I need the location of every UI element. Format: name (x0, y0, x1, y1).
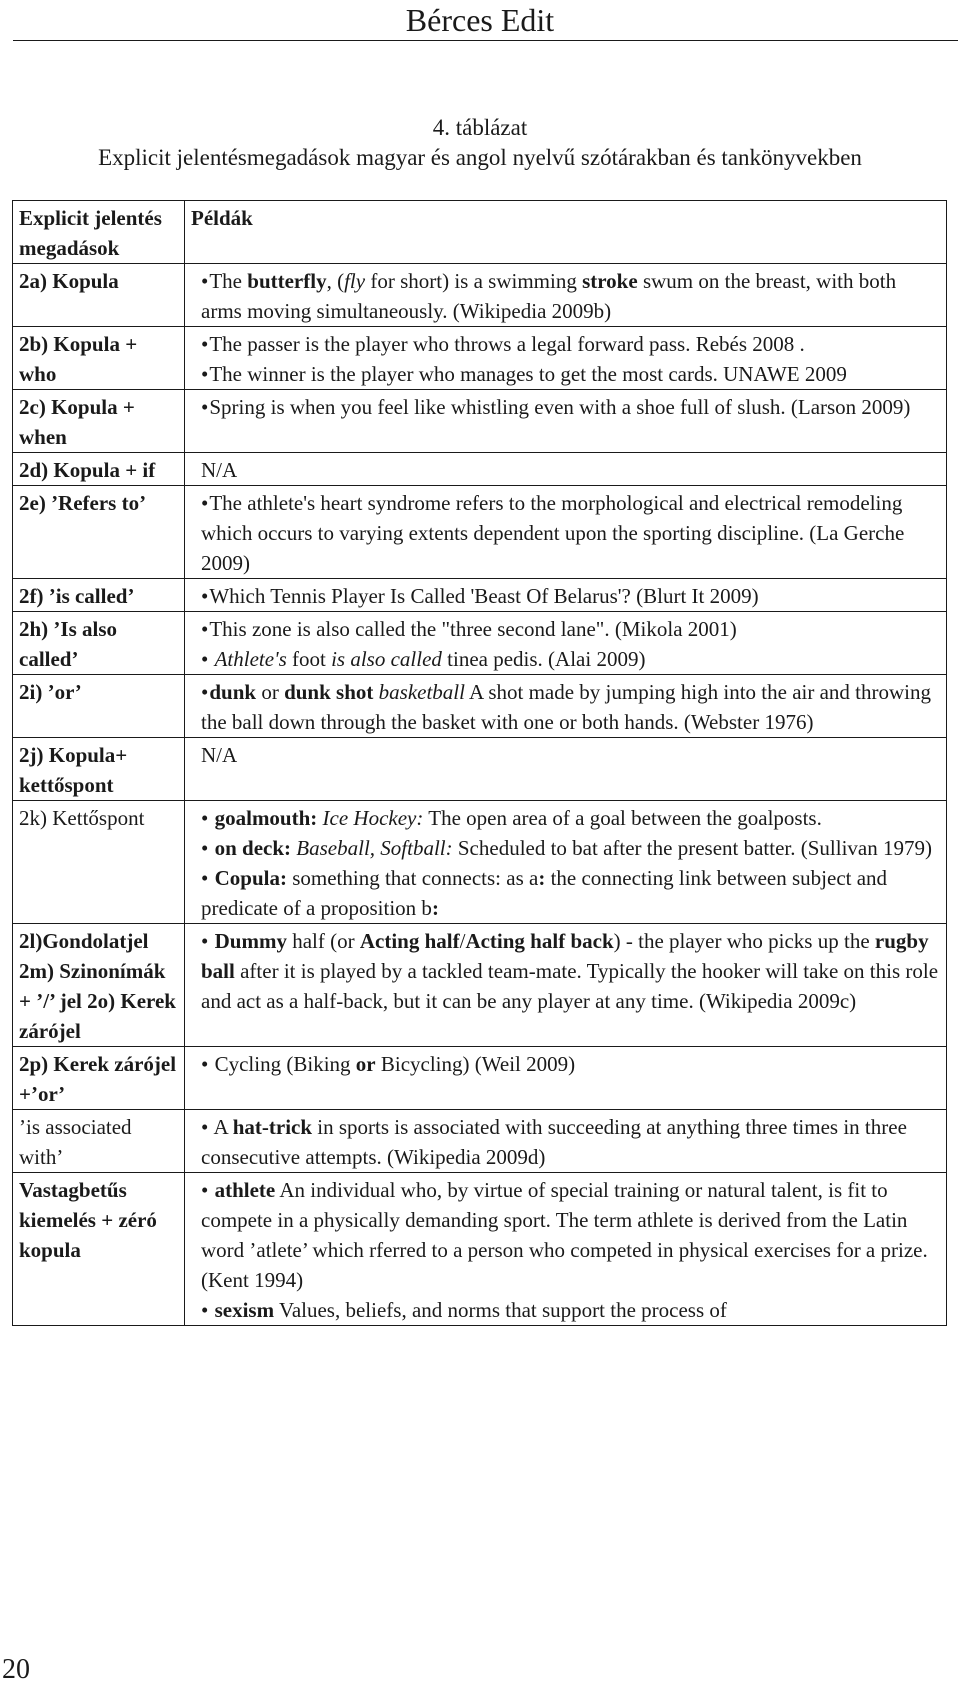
example-text: Cycling (Biking (209, 1052, 356, 1076)
example-item (191, 581, 940, 611)
example-item (191, 359, 940, 389)
examples-cell (185, 390, 947, 453)
bullet-icon: • (201, 269, 209, 293)
column-header-examples: Példák (191, 206, 253, 230)
table-number: 4. táblázat (432, 115, 528, 140)
bold-term: : (538, 866, 546, 890)
pattern-label: Vastagbetűs kiemelés + zéró kopula (19, 1178, 157, 1262)
pattern-label: 2e) ’Refers to’ (19, 491, 147, 515)
example-item (191, 329, 940, 359)
table-row (13, 486, 947, 579)
italic-text: Athlete's (214, 647, 287, 671)
example-text: A (209, 1115, 233, 1139)
example-text: The winner is the player who manages to get the most cards. UNAWE 2009 (209, 362, 847, 386)
pattern-label: 2l)Gondolatjel 2m) Szinonímák + ’/’ jel 2o) Kerek zárójel (19, 929, 176, 1043)
pattern-label: 2f) ’is called’ (19, 584, 135, 608)
bold-term: Acting half (359, 929, 460, 953)
example-text: Bicycling) (Weil 2009) (375, 1052, 576, 1076)
table-row (13, 612, 947, 675)
table-row (13, 453, 947, 486)
bold-term: athlete (214, 1178, 276, 1202)
example-text: A shot made by jumping high into the air and throwing the ball down through the basket with one or both hands. (Webster 1976) (201, 680, 932, 734)
label-cell (13, 924, 185, 1047)
bullet-icon: • (201, 680, 209, 704)
bold-term: dunk (209, 680, 257, 704)
bold-term: or (355, 1052, 376, 1076)
header-rule (13, 40, 958, 41)
examples-cell (185, 486, 947, 579)
example-item (191, 266, 940, 326)
bullet-icon: • (201, 647, 209, 671)
bold-term: goalmouth: (214, 806, 318, 830)
example-text: for short) is a swimming (365, 269, 583, 293)
label-cell (13, 486, 185, 579)
example-text: tinea pedis. (Alai 2009) (441, 647, 646, 671)
bullet-icon: • (201, 806, 209, 830)
bold-term: Acting half back (465, 929, 614, 953)
example-text: The athlete's heart syndrome refers to the morphological and electrical remodeling which occurs to varying extents dependent upon the sporting discipline. (La Gerche 2009) (201, 491, 905, 575)
label-cell (13, 1110, 185, 1173)
example-text: The (209, 269, 248, 293)
example-text: swum on the breast, with both arms moving simultaneously. (Wikipedia 2009b) (201, 269, 897, 323)
examples-cell (185, 1047, 947, 1110)
examples-cell (185, 579, 947, 612)
pattern-label: 2k) Kettőspont (19, 806, 145, 830)
table-caption (0, 113, 960, 173)
pattern-label: 2b) Kopula + who (19, 332, 138, 386)
header-cell-explicit (13, 201, 185, 264)
bold-term: butterfly (247, 269, 327, 293)
example-text: or (256, 680, 285, 704)
example-text: Scheduled to bat after the present batter. (Sullivan 1979) (452, 836, 932, 860)
running-title: Bérces Edit (405, 2, 555, 38)
bullet-icon: • (201, 491, 209, 515)
bold-term: stroke (582, 269, 638, 293)
italic-text: is also called (331, 647, 442, 671)
pattern-label: 2p) Kerek zárójel +’or’ (19, 1052, 177, 1106)
example-text: / (459, 929, 466, 953)
example-text: Spring is when you feel like whistling even with a shoe full of slush. (Larson 2009) (209, 395, 911, 419)
bold-term: on deck: (214, 836, 292, 860)
bold-term: Dummy (214, 929, 287, 953)
table-row (13, 738, 947, 801)
label-cell (13, 453, 185, 486)
examples-cell (185, 801, 947, 924)
bullet-icon: • (201, 1115, 209, 1139)
examples-cell (185, 924, 947, 1047)
italic-text: Baseball, Softball: (296, 836, 453, 860)
bold-term: Copula: (214, 866, 287, 890)
bullet-icon: • (201, 1178, 209, 1202)
example-item (191, 803, 940, 833)
label-cell (13, 675, 185, 738)
label-cell (13, 1173, 185, 1326)
label-cell (13, 612, 185, 675)
example-text: , ( (326, 269, 345, 293)
example-text: the connecting link between subject and predicate of a proposition b (201, 866, 888, 920)
example-text: after it is played by a tackled team-mate. Typically the hooker will take on this role and act as a half-back, but it can be any player at any time. (Wikipedia 2009c) (201, 959, 939, 1013)
not-available-text: N/A (201, 458, 238, 482)
pattern-label: 2c) Kopula + when (19, 395, 135, 449)
italic-text: Ice Hockey: (322, 806, 424, 830)
label-cell (13, 801, 185, 924)
example-item (191, 863, 940, 923)
pattern-label: 2a) Kopula (19, 269, 119, 293)
table-row (13, 1047, 947, 1110)
example-item (191, 926, 940, 1016)
italic-text: fly (344, 269, 366, 293)
example-text: The open area of a goal between the goalposts. (423, 806, 822, 830)
example-text: This zone is also called the "three second lane". (Mikola 2001) (209, 617, 737, 641)
table-title: Explicit jelentésmegadások magyar és angol nyelvű szótárakban és tankönyvekben (98, 145, 862, 170)
example-item (191, 488, 940, 578)
examples-cell (185, 453, 947, 486)
example-item (191, 1112, 940, 1172)
table-row (13, 801, 947, 924)
example-text: something that connects: as a (286, 866, 539, 890)
examples-cell (185, 612, 947, 675)
pattern-label: 2j) Kopula+ kettőspont (19, 743, 128, 797)
examples-cell (185, 738, 947, 801)
example-item (191, 392, 940, 422)
table-row (13, 924, 947, 1047)
table-row (13, 675, 947, 738)
label-cell (13, 264, 185, 327)
example-text: Which Tennis Player Is Called 'Beast Of Belarus'? (Blurt It 2009) (209, 584, 759, 608)
bullet-icon: • (201, 1298, 209, 1322)
table-header-row (13, 201, 947, 264)
examples-cell (185, 327, 947, 390)
examples-cell (185, 1110, 947, 1173)
example-text: Values, beliefs, and norms that support the process of (274, 1298, 727, 1322)
table-row (13, 264, 947, 327)
example-item (191, 644, 940, 674)
label-cell (13, 390, 185, 453)
example-item (191, 1049, 940, 1079)
label-cell (13, 1047, 185, 1110)
page-number: 20 (2, 1654, 30, 1685)
label-cell (13, 738, 185, 801)
bold-term: : (431, 896, 439, 920)
bullet-icon: • (201, 929, 209, 953)
example-text: ) - the player who picks up the (613, 929, 875, 953)
header-cell-examples (185, 201, 947, 264)
table-row (13, 327, 947, 390)
pattern-label: ’is associated with’ (19, 1115, 132, 1169)
example-item (191, 833, 940, 863)
example-item (191, 677, 940, 737)
examples-table (12, 200, 947, 1326)
examples-cell (185, 1173, 947, 1326)
bullet-icon: • (201, 1052, 209, 1076)
pattern-label: 2d) Kopula + if (19, 458, 156, 482)
label-cell (13, 579, 185, 612)
bullet-icon: • (201, 362, 209, 386)
example-text: The passer is the player who throws a legal forward pass. Rebés 2008 . (209, 332, 805, 356)
example-text: An individual who, by virtue of special training or natural talent, is fit to compete in a physically demanding sport. The term athlete is derived from the Latin word ’atlete’ which rferred to a person who competed in physical exercises for a prize. (Kent 1994) (201, 1178, 928, 1292)
table-row (13, 1110, 947, 1173)
example-text: in sports is associated with succeeding at anything three times in three consecutive attempts. (Wikipedia 2009d) (201, 1115, 907, 1169)
italic-text: basketball (378, 680, 465, 704)
example-text: half (or (286, 929, 360, 953)
not-available-text: N/A (201, 743, 238, 767)
bullet-icon: • (201, 617, 209, 641)
example-item (191, 1175, 940, 1295)
table-row (13, 579, 947, 612)
bullet-icon: • (201, 584, 209, 608)
example-item (191, 1295, 940, 1325)
bullet-icon: • (201, 866, 209, 890)
examples-cell (185, 264, 947, 327)
bold-term: hat-trick (232, 1115, 313, 1139)
table-row (13, 390, 947, 453)
examples-cell (185, 675, 947, 738)
bold-term: dunk shot (284, 680, 374, 704)
bullet-icon: • (201, 836, 209, 860)
table-row (13, 1173, 947, 1326)
column-header-explicit: Explicit jelentés megadások (19, 206, 162, 260)
bullet-icon: • (201, 395, 209, 419)
example-text: foot (286, 647, 332, 671)
pattern-label: 2i) ’or’ (19, 680, 82, 704)
bullet-icon: • (201, 332, 209, 356)
pattern-label: 2h) ’Is also called’ (19, 617, 118, 671)
label-cell (13, 327, 185, 390)
example-item (191, 614, 940, 644)
bold-term: rugby ball (201, 929, 929, 983)
bold-term: sexism (214, 1298, 275, 1322)
